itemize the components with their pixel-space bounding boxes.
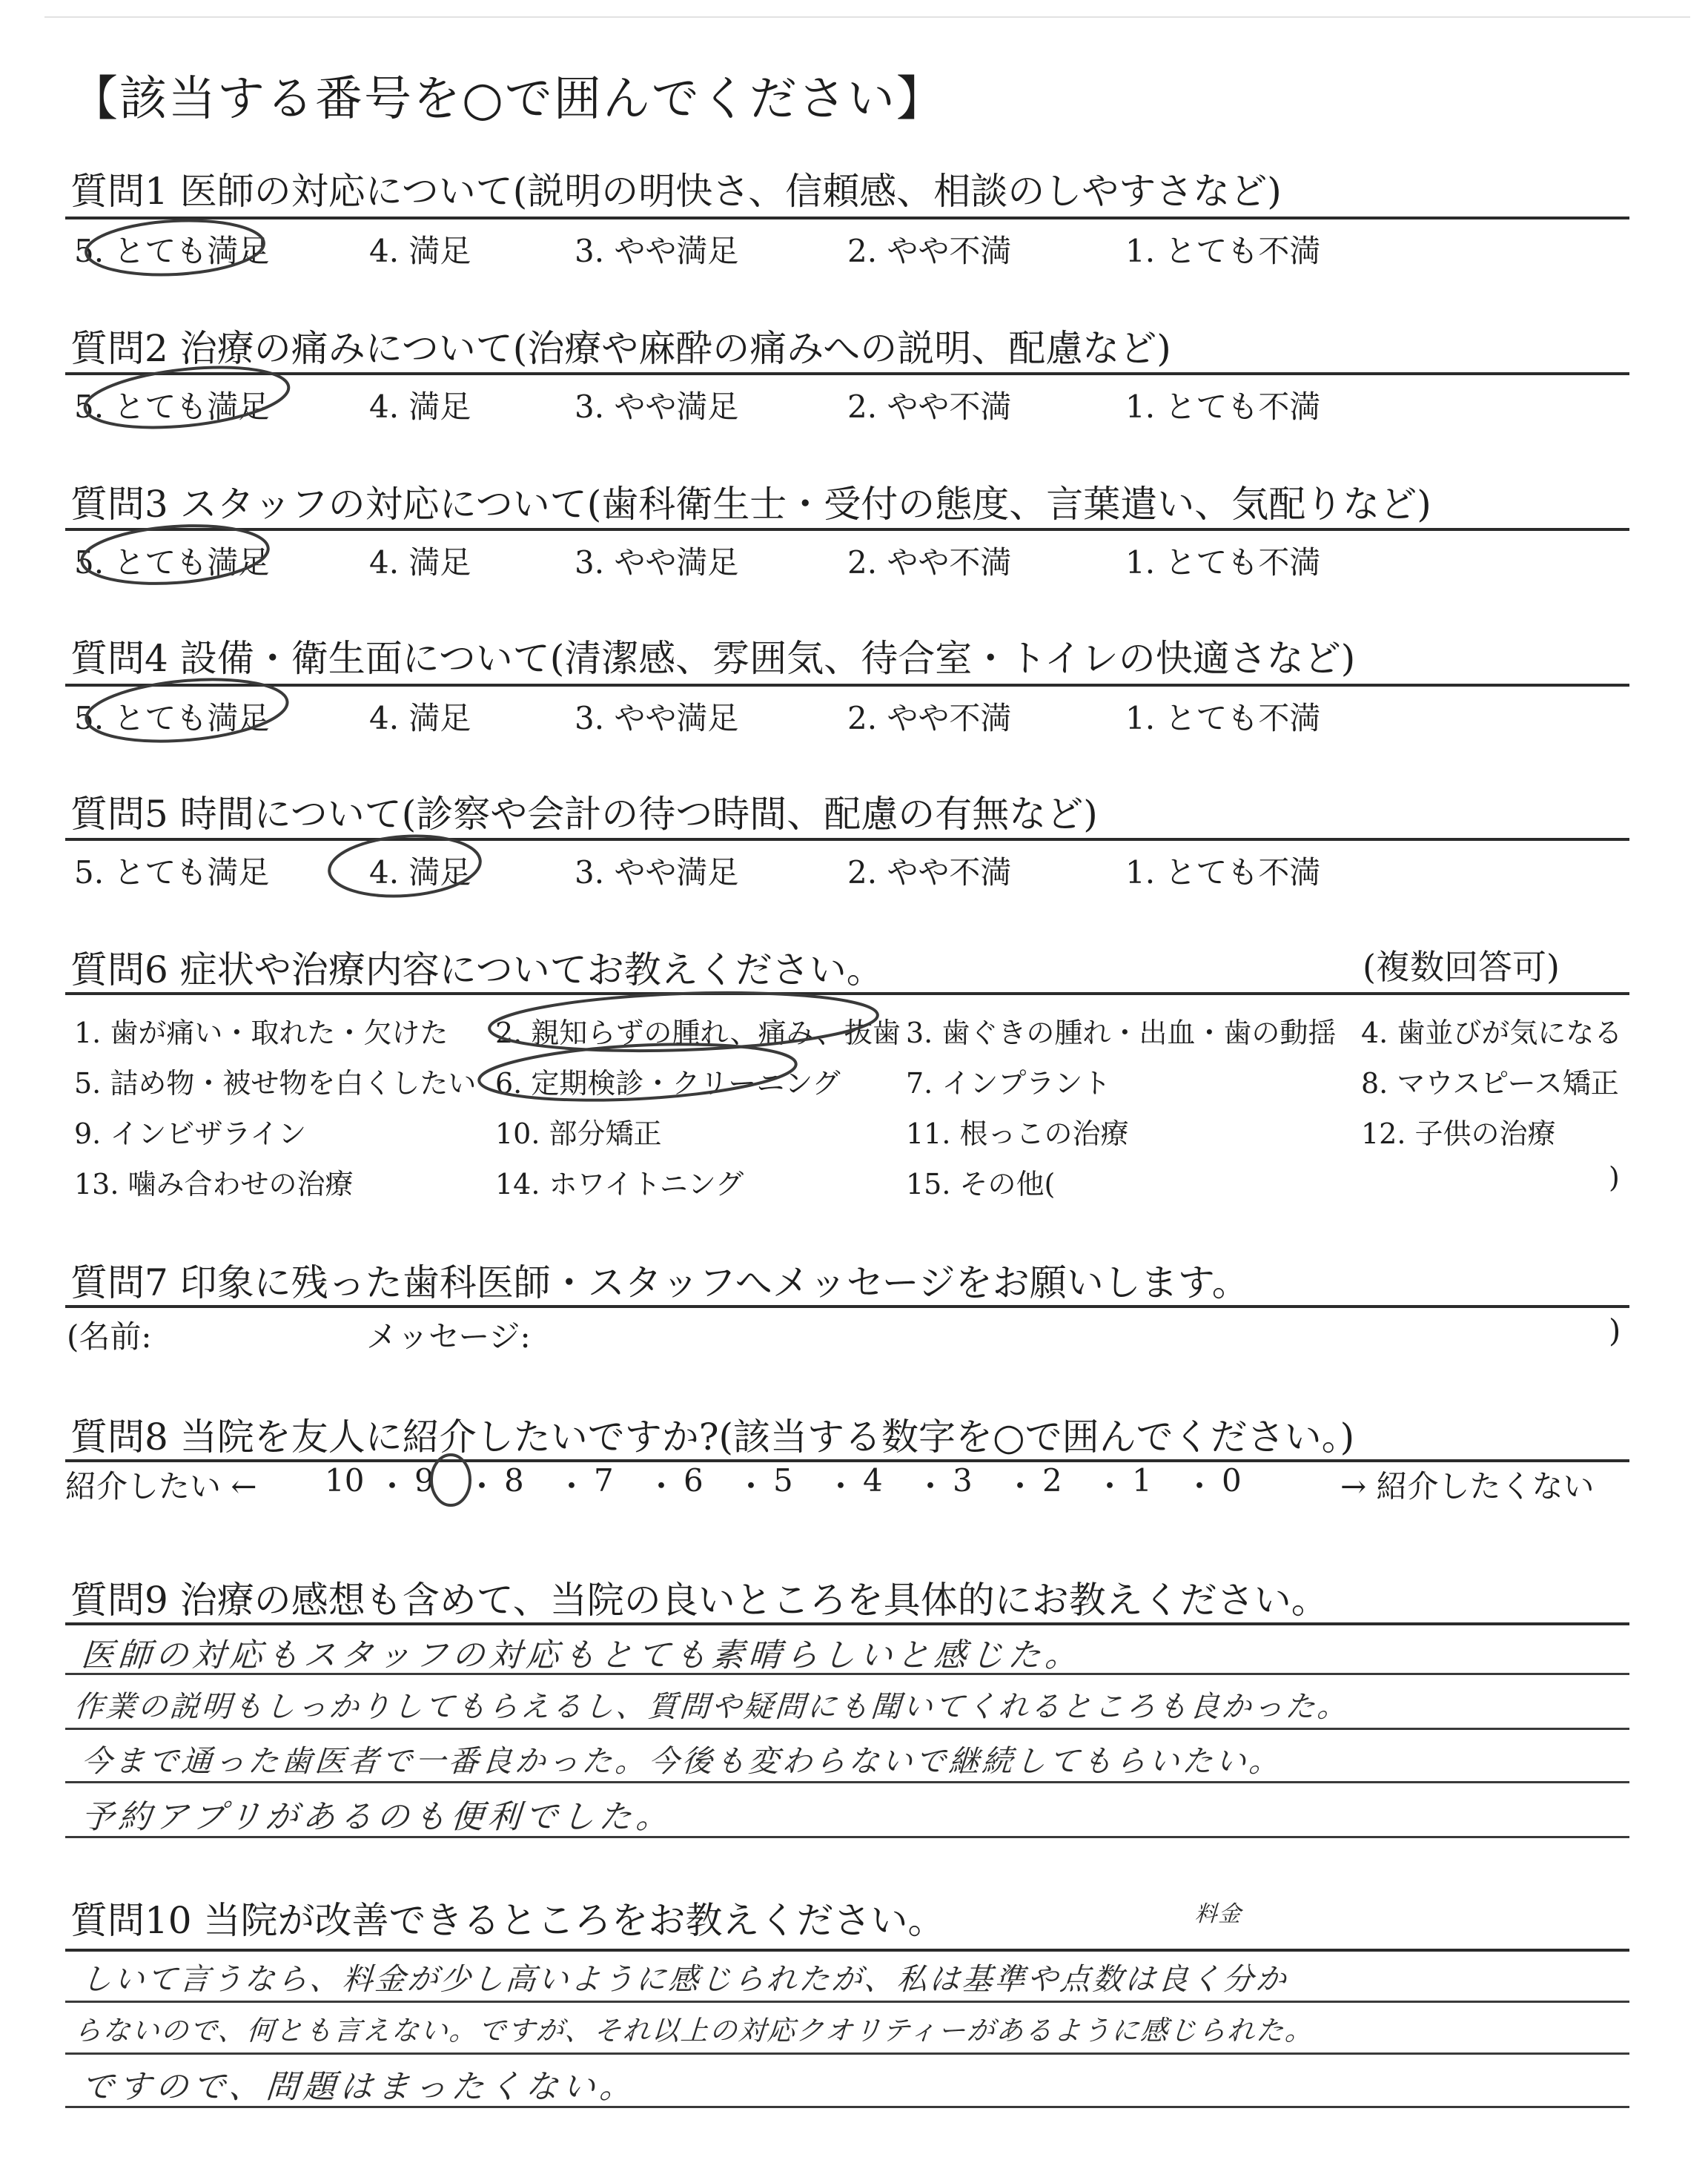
q8-left-label: 紹介したい ← (65, 1468, 257, 1505)
q8-title: 質問8 当院を友人に紹介したいですか?(該当する数字を○で囲んでください。) (70, 1416, 1355, 1459)
q3-option-4[interactable]: 4. 満足 (369, 544, 471, 581)
q5-option-4[interactable]: 4. 満足 (369, 854, 471, 891)
q4-title: 質問4 設備・衛生面について(清潔感、雰囲気、待合室・トイレの快適さなど) (70, 637, 1356, 680)
q7-name-label: (名前: (67, 1318, 152, 1355)
q6-item-15-close: ) (1609, 1161, 1620, 1194)
q3-option-1[interactable]: 1. とても不満 (1125, 544, 1321, 581)
q9-answer-line-2: 作業の説明もしっかりしてもらえるし、質問や疑問にも聞いてくれるところも良かった。 (73, 1690, 1351, 1724)
q8-scale-2[interactable]: 2 (1042, 1462, 1062, 1499)
q8-scale-9[interactable]: 9 (414, 1462, 434, 1499)
q6-item-4[interactable]: 4. 歯並びが気になる (1361, 1017, 1623, 1049)
q9-answer-line-4: 予約アプリがあるのも便利でした。 (79, 1798, 675, 1836)
q6-multiple-note: (複数回答可) (1363, 947, 1560, 987)
q1-option-3[interactable]: 3. やや満足 (575, 233, 739, 269)
q8-scale-8[interactable]: 8 (504, 1462, 524, 1499)
q3-rule (65, 528, 1629, 531)
q2-option-5[interactable]: 5. とても満足 (74, 389, 270, 425)
q7-close-paren: ) (1609, 1312, 1621, 1349)
q6-item-2[interactable]: 2. 親知らずの腫れ、痛み、抜歯 (495, 1017, 901, 1049)
top-edge-line (44, 16, 1690, 18)
q6-item-15[interactable]: 15. その他( (906, 1168, 1056, 1200)
q8-scale-1[interactable]: 1 (1132, 1462, 1152, 1499)
q2-option-1[interactable]: 1. とても不満 (1125, 389, 1321, 425)
q2-option-2[interactable]: 2. やや不満 (847, 389, 1012, 425)
q9-rule (65, 1622, 1629, 1625)
q5-option-2[interactable]: 2. やや不満 (847, 854, 1012, 891)
q10-answer-line-1: しいて言うなら、料金が少し高いように感じられたが、私は基準や点数は良く分か (80, 1961, 1290, 1997)
q6-item-8[interactable]: 8. マウスピース矯正 (1361, 1067, 1619, 1100)
q8-scale-separator: ・ (1004, 1468, 1036, 1505)
q2-title: 質問2 治療の痛みについて(治療や麻酔の痛みへの説明、配慮など) (70, 327, 1171, 370)
q6-item-7[interactable]: 7. インプラント (906, 1067, 1111, 1100)
q8-scale-6[interactable]: 6 (683, 1462, 704, 1499)
q6-item-1[interactable]: 1. 歯が痛い・取れた・欠けた (74, 1017, 448, 1049)
q6-item-10[interactable]: 10. 部分矯正 (495, 1117, 662, 1150)
q7-message-label: メッセージ: (366, 1318, 531, 1355)
q3-option-3[interactable]: 3. やや満足 (575, 544, 739, 581)
q5-rule (65, 838, 1629, 841)
q10-rule (65, 1949, 1629, 1952)
q4-rule (65, 684, 1629, 687)
q9-answer-line-1: 医師の対応もスタッフの対応もとても素晴らしいと感じた。 (79, 1636, 1084, 1674)
q2-option-4[interactable]: 4. 満足 (369, 389, 471, 425)
q3-option-5[interactable]: 5. とても満足 (74, 544, 270, 581)
q8-scale-separator: ・ (1184, 1468, 1216, 1505)
q6-item-6[interactable]: 6. 定期検診・クリーニング (495, 1067, 841, 1100)
q1-title: 質問1 医師の対応について(説明の明快さ、信頼感、相談のしやすさなど) (70, 170, 1282, 213)
q6-item-14[interactable]: 14. ホワイトニング (495, 1168, 744, 1200)
q6-rule (65, 992, 1629, 995)
q4-option-5[interactable]: 5. とても満足 (74, 700, 270, 736)
q10-insert-note: 料金 (1194, 1901, 1243, 1927)
q8-scale-separator: ・ (646, 1468, 678, 1505)
q5-option-1[interactable]: 1. とても不満 (1125, 854, 1321, 891)
q8-scale-separator: ・ (1094, 1468, 1126, 1505)
q8-scale-separator: ・ (556, 1468, 588, 1505)
q8-scale-separator: ・ (377, 1468, 408, 1505)
q4-option-4[interactable]: 4. 満足 (369, 700, 471, 736)
q2-option-3[interactable]: 3. やや満足 (575, 389, 739, 425)
q6-item-9[interactable]: 9. インビザライン (74, 1117, 307, 1150)
q7-rule (65, 1305, 1629, 1308)
q5-option-3[interactable]: 3. やや満足 (575, 854, 739, 891)
page-header: 【該当する番号を○で囲んでください】 (70, 72, 945, 127)
q6-item-12[interactable]: 12. 子供の治療 (1361, 1117, 1556, 1150)
q3-title: 質問3 スタッフの対応について(歯科衛生士・受付の態度、言葉遣い、気配りなど) (70, 483, 1431, 526)
q1-option-5[interactable]: 5. とても満足 (74, 233, 270, 269)
q9-line-3 (65, 1781, 1629, 1783)
q9-answer-line-3: 今まで通った歯医者で一番良かった。今後も変わらないで継続してもらいたい。 (80, 1743, 1284, 1779)
q8-scale-separator: ・ (735, 1468, 767, 1505)
q6-title: 質問6 症状や治療内容についてお教えください。 (70, 948, 884, 991)
q4-option-3[interactable]: 3. やや満足 (575, 700, 739, 736)
q10-answer-line-2: らないので、何とも言えない。ですが、それ以上の対応クオリティーがあるように感じられた。 (73, 2015, 1315, 2047)
q8-scale-7[interactable]: 7 (594, 1462, 614, 1499)
q5-title: 質問5 時間について(診察や会計の待つ時間、配慮の有無など) (70, 793, 1098, 836)
q10-answer-line-3: ですので、問題はまったくない。 (79, 2068, 638, 2106)
q7-title: 質問7 印象に残った歯科医師・スタッフへメッセージをお願いします。 (70, 1261, 1249, 1304)
q10-line-2 (65, 2052, 1629, 2055)
q8-scale-separator: ・ (915, 1468, 947, 1505)
q6-item-3[interactable]: 3. 歯ぐきの腫れ・出血・歯の動揺 (906, 1017, 1337, 1049)
q4-option-1[interactable]: 1. とても不満 (1125, 700, 1321, 736)
q3-option-2[interactable]: 2. やや不満 (847, 544, 1012, 581)
q8-circle-mark (431, 1455, 470, 1505)
q1-rule (65, 217, 1629, 219)
q4-option-2[interactable]: 2. やや不満 (847, 700, 1012, 736)
q8-scale-10[interactable]: 10 (325, 1462, 365, 1499)
q10-line-1 (65, 2001, 1629, 2003)
q6-item-5[interactable]: 5. 詰め物・被せ物を白くしたい (74, 1067, 477, 1100)
q1-option-2[interactable]: 2. やや不満 (847, 233, 1012, 269)
q1-option-4[interactable]: 4. 満足 (369, 233, 471, 269)
q8-scale-0[interactable]: 0 (1222, 1462, 1242, 1499)
q1-option-1[interactable]: 1. とても不満 (1125, 233, 1321, 269)
q6-item-11[interactable]: 11. 根っこの治療 (906, 1117, 1129, 1150)
q9-title: 質問9 治療の感想も含めて、当院の良いところを具体的にお教えください。 (70, 1579, 1328, 1622)
q8-scale-separator: ・ (825, 1468, 857, 1505)
q8-scale-4[interactable]: 4 (863, 1462, 883, 1499)
q8-scale-3[interactable]: 3 (953, 1462, 973, 1499)
q5-option-5[interactable]: 5. とても満足 (74, 854, 270, 891)
q8-scale-5[interactable]: 5 (773, 1462, 793, 1499)
q8-scale-separator: ・ (466, 1468, 498, 1505)
q9-line-2 (65, 1728, 1629, 1730)
q6-item-13[interactable]: 13. 噛み合わせの治療 (74, 1168, 354, 1200)
q2-rule (65, 372, 1629, 375)
q8-right-label: → 紹介したくない (1340, 1468, 1595, 1505)
q10-title: 質問10 当院が改善できるところをお教えください。 (70, 1899, 945, 1942)
